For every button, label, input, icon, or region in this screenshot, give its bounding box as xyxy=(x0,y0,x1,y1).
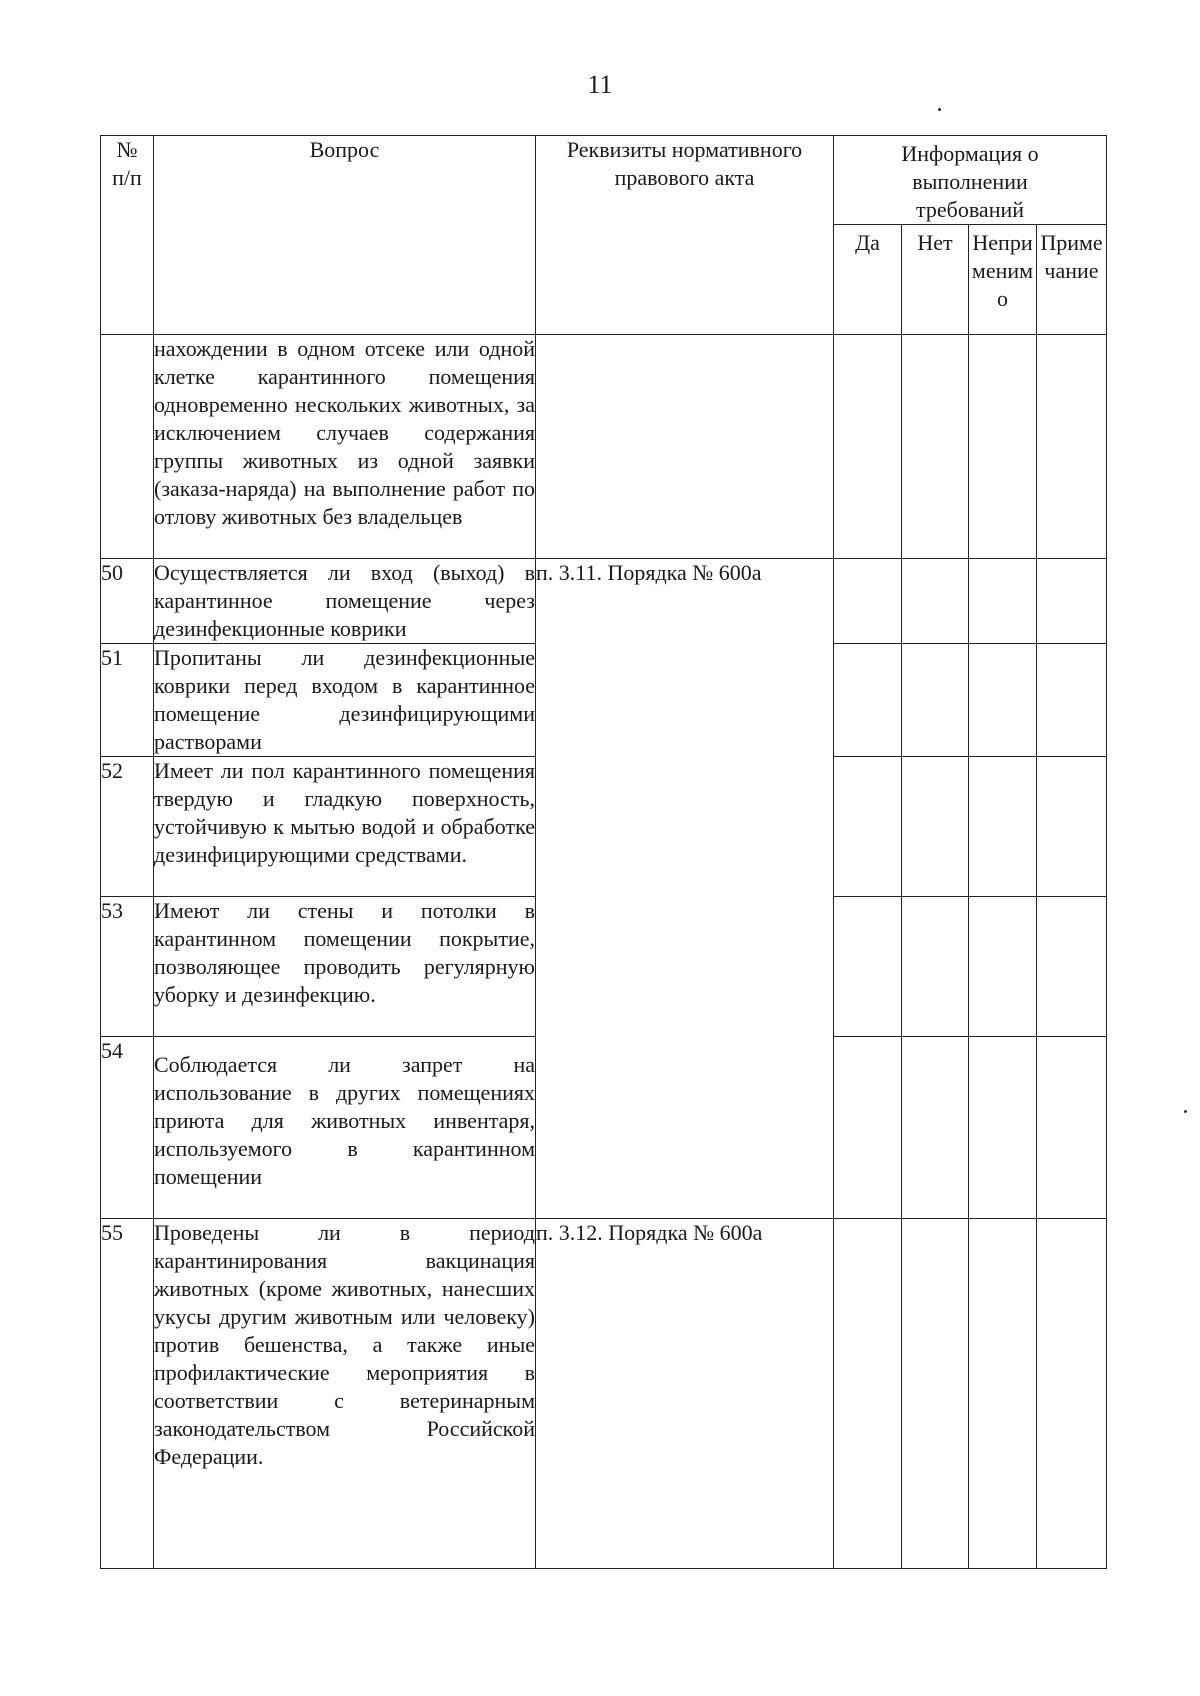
row-question: Имеет ли пол карантинного помещения твердую и гладкую поверхность, устойчивую к мытью водой и обработке дезинфицирующими средствами. xyxy=(154,757,536,897)
cell-yes[interactable] xyxy=(834,897,902,1037)
cell-note[interactable] xyxy=(1037,644,1107,757)
cell-no[interactable] xyxy=(902,644,969,757)
row-question: Имеют ли стены и потолки в карантинном помещении покрытие, позволяющее проводить регулярную уборку и дезинфекцию. xyxy=(154,897,536,1037)
cell-na[interactable] xyxy=(969,335,1037,559)
row-number: 50 xyxy=(101,559,154,644)
row-number: 54 xyxy=(101,1037,154,1219)
row-number: 55 xyxy=(101,1219,154,1569)
cell-no[interactable] xyxy=(902,757,969,897)
cell-na[interactable] xyxy=(969,757,1037,897)
header-requisites: Реквизиты нормативного правового акта xyxy=(536,136,834,335)
header-no: Нет xyxy=(902,225,969,335)
cell-yes[interactable] xyxy=(834,335,902,559)
cell-na[interactable] xyxy=(969,1037,1037,1219)
cell-na[interactable] xyxy=(969,644,1037,757)
cell-no[interactable] xyxy=(902,1037,969,1219)
cell-yes[interactable] xyxy=(834,1219,902,1569)
cell-note[interactable] xyxy=(1037,559,1107,644)
cell-no[interactable] xyxy=(902,1219,969,1569)
row-requisites xyxy=(536,335,834,559)
header-num: № п/п xyxy=(101,136,154,335)
cell-note[interactable] xyxy=(1037,757,1107,897)
header-note: Примечание xyxy=(1037,225,1107,335)
header-na: Неприменимо xyxy=(969,225,1037,335)
row-number: 53 xyxy=(101,897,154,1037)
row-question: Осуществляется ли вход (выход) в карантинное помещение через дезинфекционные коврики xyxy=(154,559,536,644)
table-row xyxy=(101,335,1107,559)
header-yes: Да xyxy=(834,225,902,335)
row-question: нахождении в одном отсеке или одной клетке карантинного помещения одновременно нескольких животных, за исключением случаев содержания группы животных из одной заявки (заказа-наряда) на выполнение работ по отлову животных без владельцев xyxy=(154,335,536,559)
cell-yes[interactable] xyxy=(834,559,902,644)
row-requisites: п. 3.12. Порядка № 600а xyxy=(536,1219,834,1569)
cell-no[interactable] xyxy=(902,335,969,559)
row-question: Соблюдается ли запрет на использование в других помещениях приюта для животных инвентаря, используемого в карантинном помещении xyxy=(154,1037,536,1219)
cell-no[interactable] xyxy=(902,897,969,1037)
scan-speck xyxy=(1184,1110,1187,1113)
scan-speck xyxy=(938,108,941,111)
cell-na[interactable] xyxy=(969,559,1037,644)
cell-note[interactable] xyxy=(1037,335,1107,559)
row-number xyxy=(101,335,154,559)
cell-yes[interactable] xyxy=(834,1037,902,1219)
cell-na[interactable] xyxy=(969,1219,1037,1569)
checklist-table xyxy=(100,135,1107,1569)
cell-note[interactable] xyxy=(1037,897,1107,1037)
row-question: Проведены ли в период карантинирования вакцинация животных (кроме животных, нанесших укусы другим животным или человеку) против бешенства, а также иные профилактические мероприятия в соответствии с ветеринарным законодательством Российской Федерации. xyxy=(154,1219,536,1569)
header-info xyxy=(834,136,1107,225)
row-number: 51 xyxy=(101,644,154,757)
table-row xyxy=(101,1219,1107,1569)
cell-note[interactable] xyxy=(1037,1037,1107,1219)
cell-na[interactable] xyxy=(969,897,1037,1037)
table-row xyxy=(101,559,1107,644)
row-requisites: п. 3.11. Порядка № 600а xyxy=(536,559,834,1219)
row-question: Пропитаны ли дезинфекционные коврики перед входом в карантинное помещение дезинфицирующими растворами xyxy=(154,644,536,757)
page-number: 11 xyxy=(587,70,613,99)
header-info-label: Информация о выполнении требований xyxy=(901,141,1039,222)
cell-yes[interactable] xyxy=(834,644,902,757)
header-question: Вопрос xyxy=(154,136,536,335)
row-number: 52 xyxy=(101,757,154,897)
cell-no[interactable] xyxy=(902,559,969,644)
cell-yes[interactable] xyxy=(834,757,902,897)
cell-note[interactable] xyxy=(1037,1219,1107,1569)
